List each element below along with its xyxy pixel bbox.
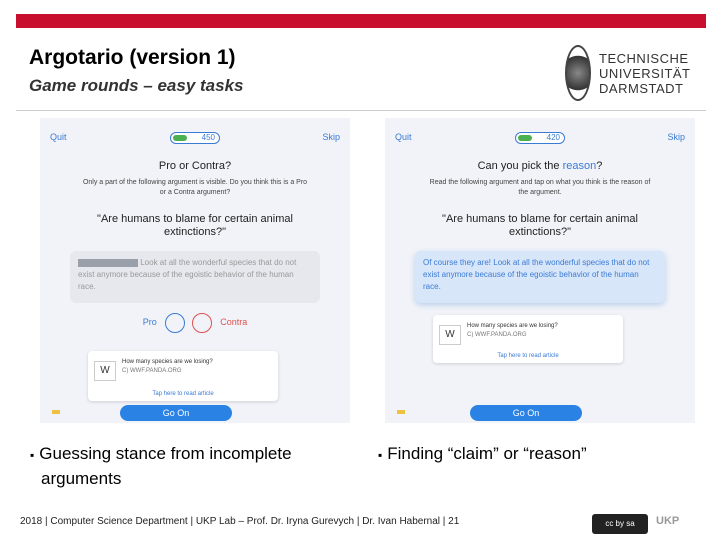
argument-box[interactable] <box>415 251 665 303</box>
score-badge: 420 <box>515 132 565 144</box>
phone-topbar <box>395 132 685 146</box>
question-heading: Can you pick the reason? <box>477 160 603 172</box>
wwf-logo-icon: W <box>439 325 461 345</box>
read-article-link[interactable]: Tap here to read article <box>497 353 559 359</box>
card-source: C) WWF.PANDA.ORG <box>467 332 527 338</box>
contra-label[interactable]: Contra <box>220 317 248 328</box>
read-article-link[interactable]: Tap here to read article <box>152 391 214 397</box>
logo-text: TECHNISCHE UNIVERSITÄT DARMSTADT <box>599 50 691 96</box>
flag-icon <box>397 410 405 414</box>
card-title: How many species are we losing? <box>467 323 558 329</box>
footer-text: 2018 | Computer Science Department | UKP Lab – Prof. Dr. Iryna Gurevych | Dr. Ivan Habernal | 21 <box>20 516 460 527</box>
question-heading: Pro or Contra? <box>158 160 232 172</box>
argument-text: Look at all the wonderful species that do not exist anymore because of the egoistic behavior of the human race. <box>78 258 297 291</box>
skip-button[interactable]: Skip <box>667 132 685 142</box>
bullet-left: ▪ Guessing stance from incomplete arguments <box>30 444 292 488</box>
argument-box <box>70 251 320 303</box>
header-divider <box>16 110 706 111</box>
argument-text[interactable]: Of course they are! Look at all the wonderful species that do not exist anymore because of the egoistic behavior of the human race. <box>423 258 650 291</box>
score-bar <box>518 135 532 141</box>
article-card[interactable] <box>88 351 278 401</box>
pro-circle-icon[interactable] <box>165 313 185 333</box>
instruction-text: Read the following argument and tap on what you think is the reason of the argument. <box>429 179 651 196</box>
card-title: How many species are we losing? <box>122 359 213 365</box>
claim-text: "Are humans to blame for certain animal extinctions?" <box>97 213 293 238</box>
bullet-square-icon: ▪ <box>378 448 383 462</box>
score-badge: 450 <box>170 132 220 144</box>
hidden-text-bar <box>78 259 138 267</box>
slide-subtitle: Game rounds – easy tasks <box>29 76 244 95</box>
instruction-text: Only a part of the following argument is visible. Do you think this is a Pro or a Contra argument? <box>82 179 308 196</box>
left-phone-screenshot <box>40 118 350 423</box>
slide-title: Argotario (version 1) <box>29 46 236 69</box>
article-card[interactable] <box>433 315 623 363</box>
bullet-square-icon: ▪ <box>30 448 35 462</box>
contra-circle-icon[interactable] <box>192 313 212 333</box>
tu-darmstadt-logo <box>565 42 715 104</box>
bullet-right: ▪ Finding “claim” or “reason” <box>378 444 587 463</box>
right-phone-screenshot <box>385 118 695 423</box>
pro-contra-selector <box>40 313 350 333</box>
top-red-bar <box>16 14 706 28</box>
go-on-button[interactable]: Go On <box>120 405 232 421</box>
pro-label[interactable]: Pro <box>142 317 157 328</box>
card-source: C) WWF.PANDA.ORG <box>122 368 182 374</box>
flag-icon <box>52 410 60 414</box>
score-bar <box>173 135 187 141</box>
reason-highlight: reason <box>562 160 597 172</box>
claim-text: "Are humans to blame for certain animal extinctions?" <box>442 213 638 238</box>
athena-seal-icon <box>565 45 591 101</box>
ukp-logo: UKP <box>656 515 680 527</box>
quit-button[interactable]: Quit <box>395 132 412 142</box>
go-on-button[interactable]: Go On <box>470 405 582 421</box>
wwf-logo-icon: W <box>94 361 116 381</box>
skip-button[interactable]: Skip <box>322 132 340 142</box>
cc-license-icon: cc by sa <box>592 514 648 534</box>
phone-topbar <box>50 132 340 146</box>
quit-button[interactable]: Quit <box>50 132 67 142</box>
